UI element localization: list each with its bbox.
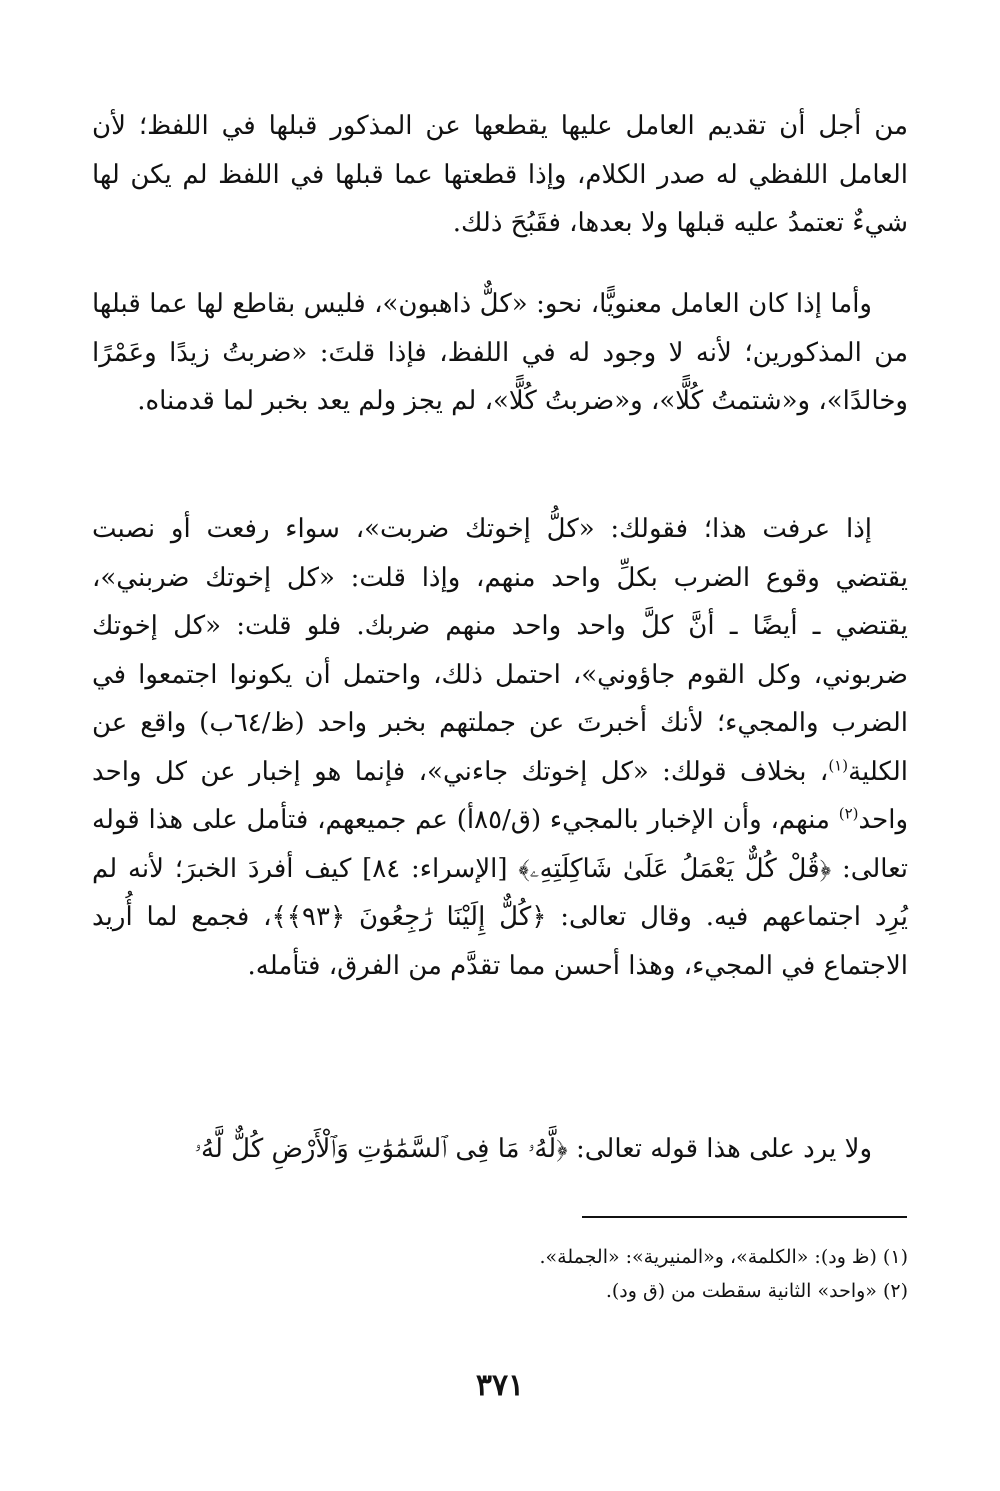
footnote-1: (١) (ظ ود): «الكلمة»، و«المنيرية»: «الجملة». bbox=[539, 1246, 908, 1268]
paragraph-text: من أجل أن تقديم العامل عليها يقطعها عن المذكور قبلها في اللفظ؛ لأن العامل اللفظي له صدر الكلام، وإذا قطعتها عما قبلها في اللفظ لم يكن لها شيءٌ تعتمدُ عليه قبلها ولا بعدها، فقَبُحَ ذلك. bbox=[92, 111, 908, 238]
paragraph-text-part: ، بخلاف قولك: «كل إخوتك جاءني»، فإنما هو إخبار عن كل واحد واحد bbox=[92, 756, 908, 835]
footnote-divider bbox=[582, 1216, 907, 1218]
footnotes bbox=[92, 1240, 908, 1308]
paragraph-2 bbox=[92, 280, 908, 426]
paragraph-text bbox=[92, 505, 908, 990]
paragraph-text: ولا يرد على هذا قوله تعالى: ﴿لَّهُۥ مَا فِى ٱلسَّمَٰوَٰتِ وَٱلْأَرْضِ كُلٌّ لَّهُۥ bbox=[194, 1134, 872, 1164]
footnote-2: (٢) «واحد» الثانية سقطت من (ق ود). bbox=[605, 1280, 908, 1302]
footnote-marker-2: (٢) bbox=[838, 804, 859, 823]
paragraph-text-part: منهم، وأن الإخبار بالمجيء (ق/٨٥أ) عم جميعهم، فتأمل على هذا قوله تعالى: ﴿قُلْ كُلٌّ يَعْمَلُ عَلَىٰ شَاكِلَتِهِۦ﴾ [الإسراء: ٨٤] كيف أفردَ الخبرَ؛ لأنه لم يُرِد اجتماعهم فيه. وقال تعالى: ﴿كُلٌّ إِلَيْنَا رَٰجِعُونَ ﴿٩٣﴾﴾، فجمع لما أُريد الاجتماع في المجيء، وهذا أحسن مما تقدَّم من الفرق، فتأمله. bbox=[92, 805, 909, 981]
paragraph-text-part: إذا عرفت هذا؛ فقولك: «كلُّ إخوتك ضربت»، سواء رفعت أو نصبت يقتضي وقوع الضرب بكلِّ واحد منهم، وإذا قلت: «كل إخوتك ضربني»، يقتضي ـ أيضًا ـ أنَّ كلَّ واحد واحد منهم ضربك. فلو قلت: «كل إخوتك ضربوني، وكل القوم جاؤوني»، احتمل ذلك، واحتمل أن يكونوا اجتمعوا في الضرب والمجيء؛ لأنك أخبرتَ عن جملتهم بخبر واحد (ظ/٦٤ب) واقع عن الكلية bbox=[92, 514, 908, 787]
paragraph-3 bbox=[92, 505, 908, 990]
paragraph-1 bbox=[92, 102, 908, 248]
paragraph-text: وأما إذا كان العامل معنويًّا، نحو: «كلٌّ ذاهبون»، فليس بقاطع لها عما قبلها من المذكورين؛ لأنه لا وجود له في اللفظ، فإذا قلتَ: «ضربتُ زيدًا وعَمْرًا وخالدًا»، و«شتمتُ كُلًّا»، و«ضربتُ كُلًّا»، لم يجز ولم يعد بخبر لما قدمناه. bbox=[92, 289, 908, 416]
page-number: ٣٧١ bbox=[475, 1368, 525, 1403]
paragraph-4 bbox=[92, 1125, 908, 1174]
footnote-marker-1: (١) bbox=[828, 755, 849, 774]
